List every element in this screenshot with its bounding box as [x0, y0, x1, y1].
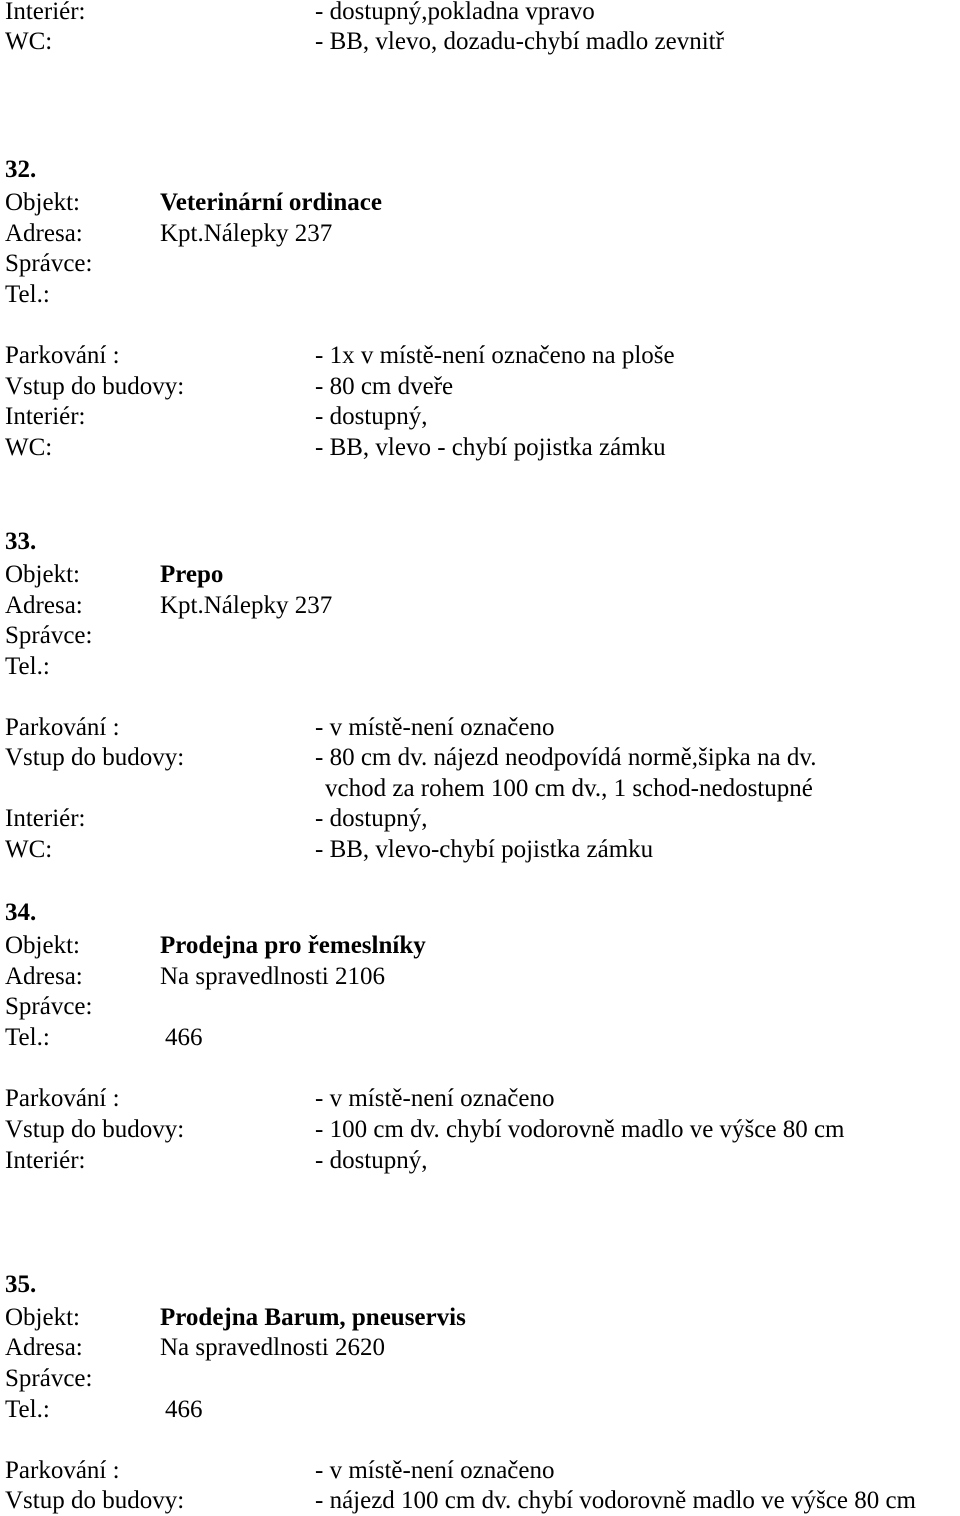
entry-vstup: - 80 cm dveře — [315, 373, 454, 400]
entry-number: 35. — [5, 1271, 37, 1298]
label-parkovani: Parkování : — [5, 1085, 120, 1112]
entry-adresa: Na spravedlnosti 2620 — [160, 1334, 385, 1361]
entry-interier: - dostupný, — [315, 1147, 428, 1174]
entry-tel: 466 — [165, 1024, 203, 1051]
label-interier: Interiér: — [5, 0, 86, 25]
entry-parkovani: - 1x v místě-není označeno na ploše — [315, 342, 675, 369]
label-spravce: Správce: — [5, 250, 93, 277]
label-tel: Tel.: — [5, 1024, 50, 1051]
label-objekt: Objekt: — [5, 932, 80, 959]
entry-number: 33. — [5, 528, 37, 555]
entry-adresa: Kpt.Nálepky 237 — [160, 220, 333, 247]
entry-adresa: Na spravedlnosti 2106 — [160, 963, 385, 990]
entry-adresa: Kpt.Nálepky 237 — [160, 592, 333, 619]
entry-parkovani: - v místě-není označeno — [315, 714, 555, 741]
label-tel: Tel.: — [5, 281, 50, 308]
label-vstup: Vstup do budovy: — [5, 373, 185, 400]
label-spravce: Správce: — [5, 622, 93, 649]
label-spravce: Správce: — [5, 993, 93, 1020]
entry-parkovani: - v místě-není označeno — [315, 1085, 555, 1112]
label-interier: Interiér: — [5, 805, 86, 832]
label-wc: WC: — [5, 836, 53, 863]
label-wc: WC: — [5, 28, 53, 55]
label-parkovani: Parkování : — [5, 342, 120, 369]
entry-objekt: Veterinární ordinace — [160, 189, 382, 216]
entry-number: 32. — [5, 156, 37, 183]
label-objekt: Objekt: — [5, 561, 80, 588]
label-tel: Tel.: — [5, 1396, 50, 1423]
label-vstup: Vstup do budovy: — [5, 744, 185, 771]
entry-objekt: Prodejna pro řemeslníky — [160, 932, 426, 959]
label-tel: Tel.: — [5, 653, 50, 680]
entry-number: 34. — [5, 899, 37, 926]
top-wc-value: - BB, vlevo, dozadu-chybí madlo zevnitř — [315, 28, 724, 55]
entry-tel: 466 — [165, 1396, 203, 1423]
label-interier: Interiér: — [5, 403, 86, 430]
label-interier: Interiér: — [5, 1147, 86, 1174]
entry-objekt: Prepo — [160, 561, 224, 588]
label-parkovani: Parkování : — [5, 714, 120, 741]
label-adresa: Adresa: — [5, 963, 83, 990]
entry-vstup: - 100 cm dv. chybí vodorovně madlo ve výšce 80 cm — [315, 1116, 845, 1143]
entry-interier: - dostupný, — [315, 403, 428, 430]
entry-wc: - BB, vlevo-chybí pojistka zámku — [315, 836, 654, 863]
label-adresa: Adresa: — [5, 220, 83, 247]
label-objekt: Objekt: — [5, 189, 80, 216]
label-vstup: Vstup do budovy: — [5, 1487, 185, 1514]
label-objekt: Objekt: — [5, 1304, 80, 1331]
label-spravce: Správce: — [5, 1365, 93, 1392]
entry-wc: - BB, vlevo - chybí pojistka zámku — [315, 434, 666, 461]
entry-interier: - dostupný, — [315, 805, 428, 832]
entry-vstup: - nájezd 100 cm dv. chybí vodorovně madlo ve výšce 80 cm — [315, 1487, 916, 1514]
top-interier-value: - dostupný,pokladna vpravo — [315, 0, 595, 25]
label-adresa: Adresa: — [5, 592, 83, 619]
label-adresa: Adresa: — [5, 1334, 83, 1361]
entry-vstup-continuation: vchod za rohem 100 cm dv., 1 schod-nedostupné — [325, 775, 813, 802]
entry-parkovani: - v místě-není označeno — [315, 1457, 555, 1484]
entry-objekt: Prodejna Barum, pneuservis — [160, 1304, 466, 1331]
label-parkovani: Parkování : — [5, 1457, 120, 1484]
entry-vstup: - 80 cm dv. nájezd neodpovídá normě,šipka na dv. — [315, 744, 817, 771]
label-vstup: Vstup do budovy: — [5, 1116, 185, 1143]
label-wc: WC: — [5, 434, 53, 461]
